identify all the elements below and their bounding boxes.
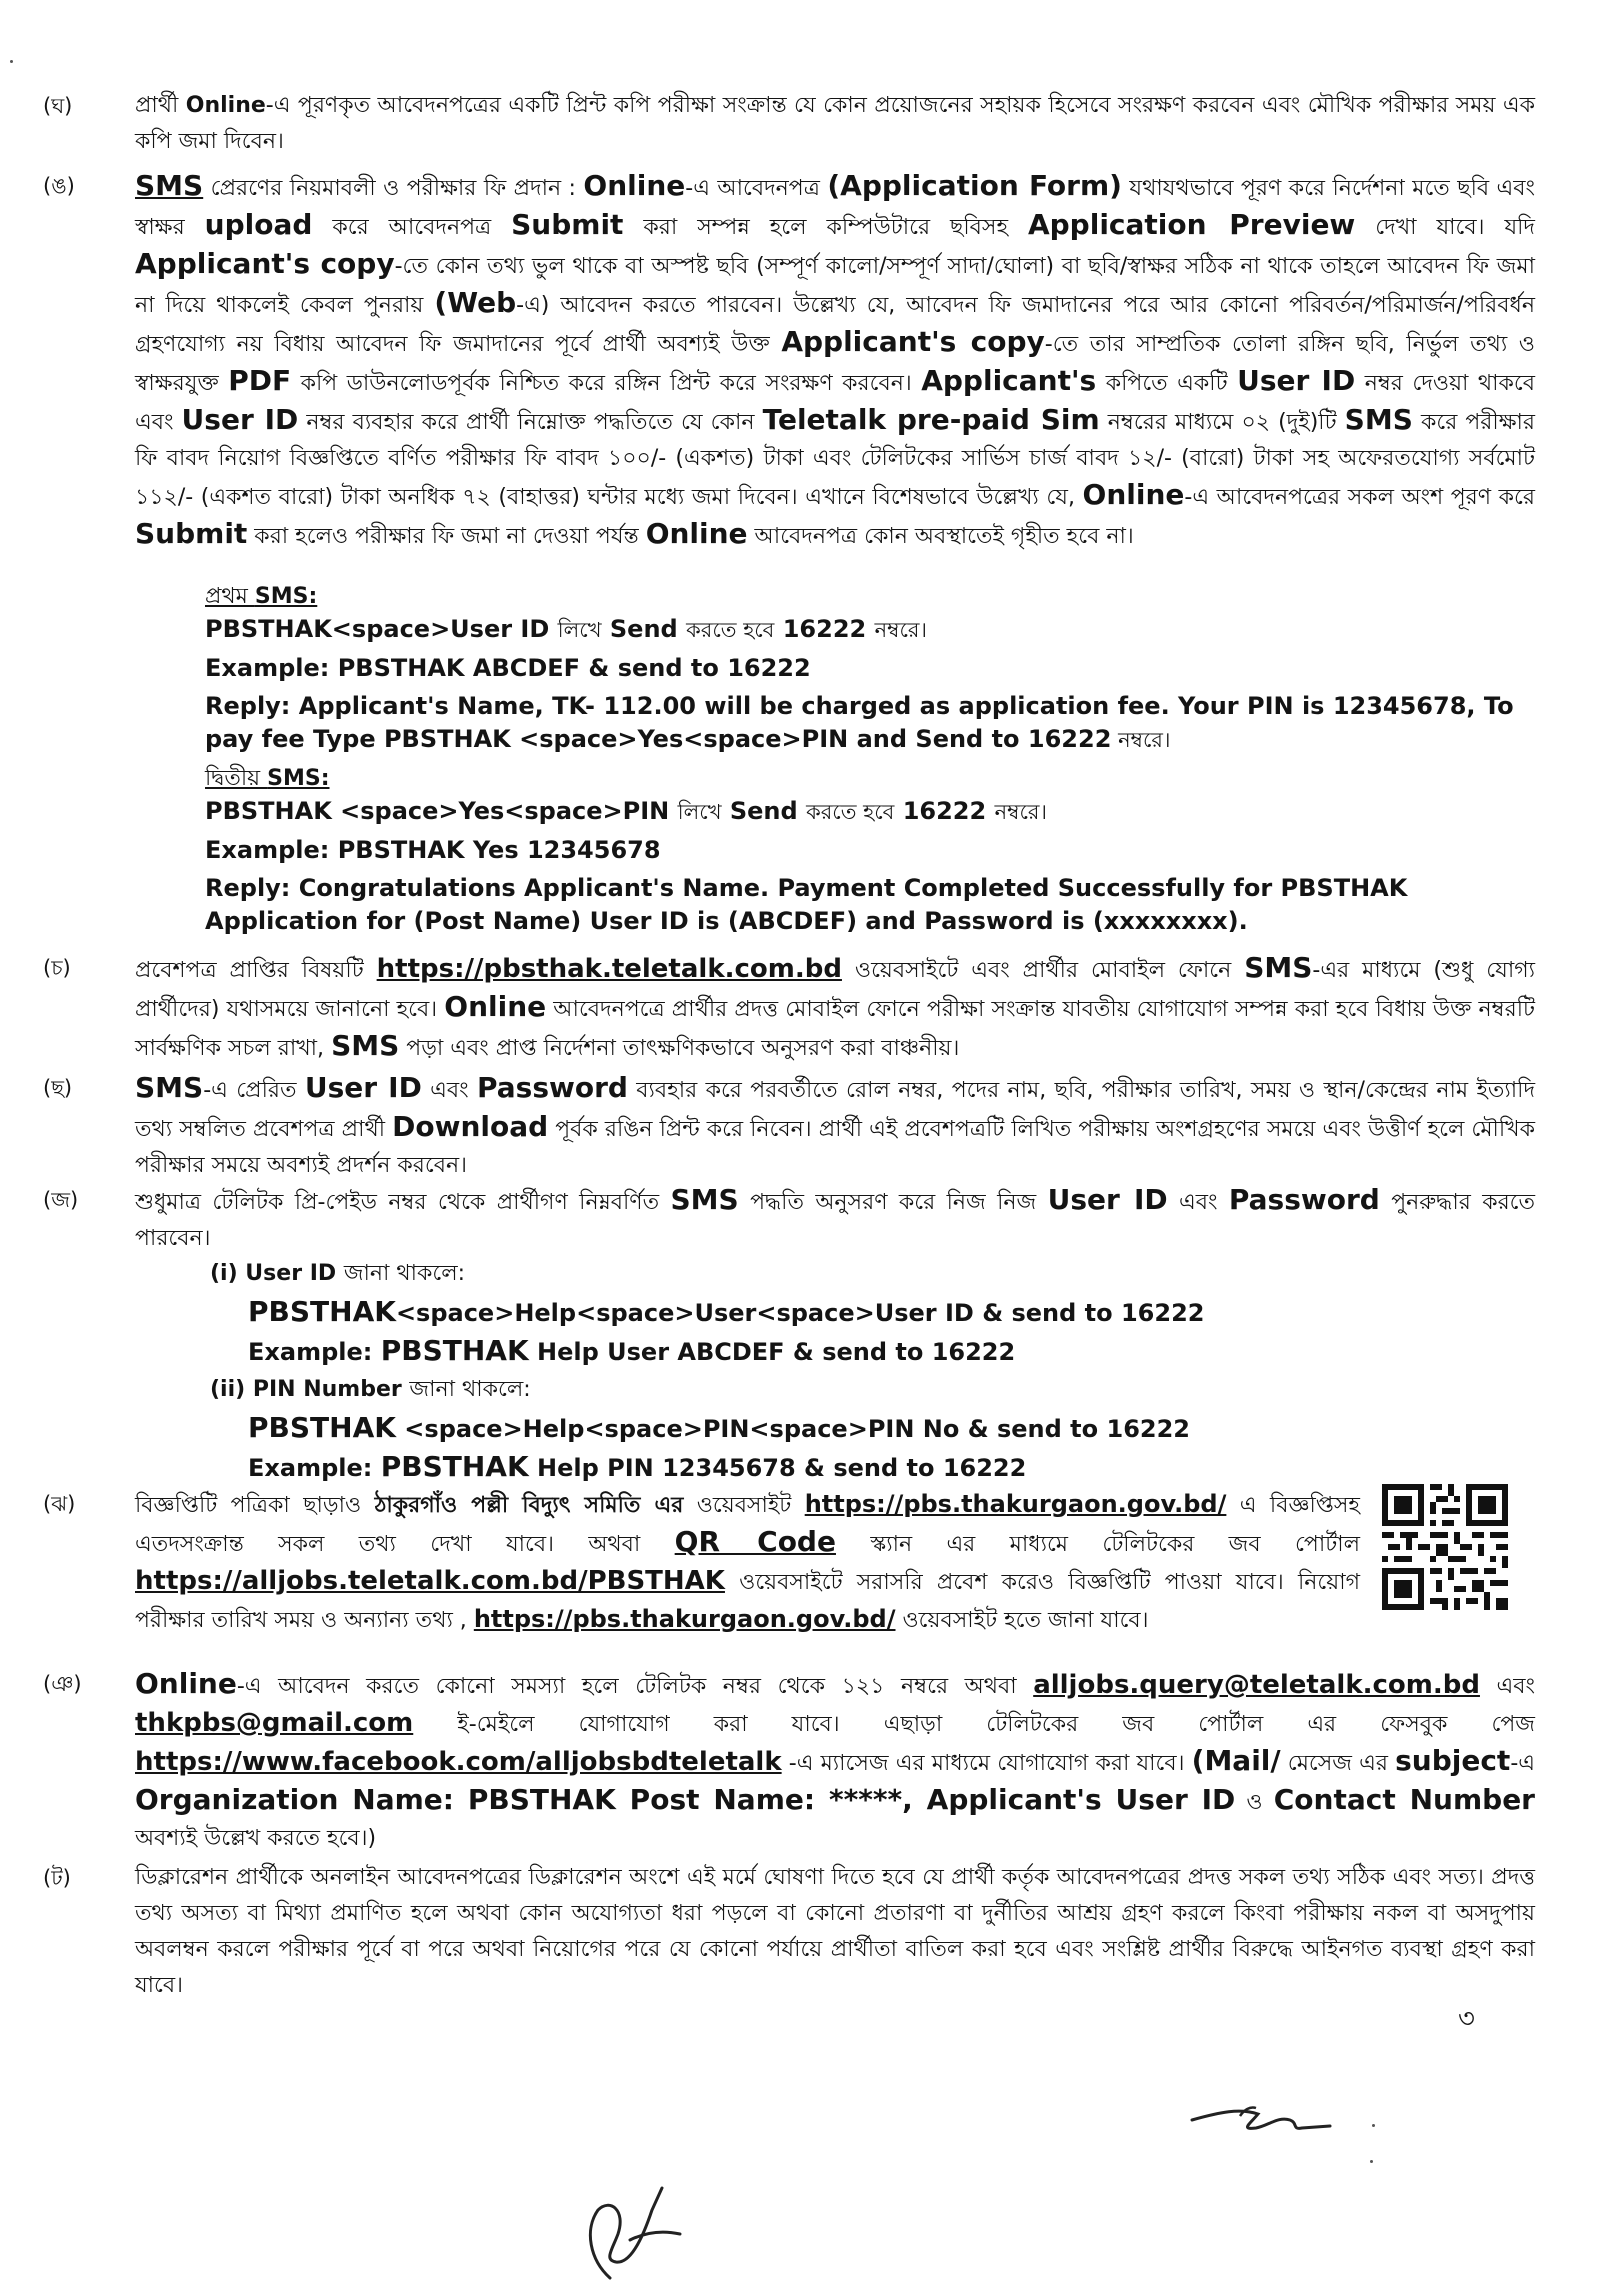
sms-instructions <box>205 580 1535 943</box>
signature-2 <box>570 2180 690 2285</box>
para-gha <box>43 88 1535 160</box>
para-text: প্রার্থী Online-এ পূরণকৃত আবেদনপত্রের একটি প্রিন্ট কপি পরীক্ষা সংক্রান্ত যে কোন প্রয়োজনের সহায়ক হিসেবে সংরক্ষণ করবেন এবং মৌখিক পরীক্ষার সময় এক কপি জমা দিবেন। <box>135 93 1535 154</box>
para-text: প্রবেশপত্র প্রাপ্তির বিষয়টি https://pbsthak.teletalk.com.bd ওয়েবসাইটে এবং প্রার্থীর মোবাইল ফোনে SMS-এর মাধ্যমে (শুধু যোগ্য প্রার্থীদের) যথাসময়ে জানানো হবে। Online আবেদনপত্রে প্রার্থীর প্রদত্ত মোবাইল ফোনে পরীক্ষা সংক্রান্ত যাবতীয় যোগাযোগ সম্পন্ন করা হবে বিধায় উক্ত নম্বরটি সার্বক্ষণিক সচল রাখা, SMS পড়া এবং প্রাপ্ত নির্দেশনা তাৎক্ষণিকভাবে অনুসরণ করা বাঞ্চনীয়। <box>135 951 1536 1062</box>
facebook-link[interactable]: https://www.facebook.com/alljobsbdteletalk <box>135 1747 782 1777</box>
recovery-pin-command: PBSTHAK <space>Help<space>PIN<space>PIN No & send to 16222 <box>248 1411 1190 1444</box>
website-link[interactable]: https://pbs.thakurgaon.gov.bd/ <box>804 1490 1227 1518</box>
para-marker: (চ) <box>43 956 71 980</box>
para-text: Online-এ আবেদন করতে কোনো সমস্যা হলে টেলিটক নম্বর থেকে ১২১ নম্বরে অথবা alljobs.query@teletalk.com.bd এবং thkpbs@gmail.com ই-মেইলে যোগাযোগ করা যাবে। এছাড়া টেলিটকের জব পোর্টাল এর ফেসবুক পেজ https://www.facebook.com/alljobsbdteletalk -এ ম্যাসেজ এর মাধ্যমে যোগাযোগ করা যাবে। (Mail/ মেসেজ এর subject-এ Organization Name: PBSTHAK Post Name: *****, Applicant's User ID ও Contact Number অবশ্যই উল্লেখ করতে হবে।) <box>135 1667 1535 1851</box>
signature-1 <box>1180 2090 1340 2150</box>
para-marker: (ট) <box>43 1866 71 1890</box>
para-marker: (ঞ) <box>43 1672 82 1696</box>
website-link-2[interactable]: https://pbs.thakurgaon.gov.bd/ <box>473 1605 896 1633</box>
pbs-email-link[interactable]: thkpbs@gmail.com <box>135 1708 414 1738</box>
second-sms-heading: দ্বিতীয় SMS: <box>205 766 330 791</box>
para-text: শুধুমাত্র টেলিটক প্রি-পেইড নম্বর থেকে প্রার্থীগণ নিম্নবর্ণিত SMS পদ্ধতি অনুসরণ করে নিজ নিজ User ID এবং Password পুনরুদ্ধার করতে পারবেন। <box>135 1183 1536 1251</box>
recovery-instructions <box>210 1255 1410 1487</box>
para-marker: (জ) <box>43 1188 79 1212</box>
para-marker: (ছ) <box>43 1076 73 1100</box>
first-sms-example: Example: PBSTHAK ABCDEF & send to 16222 <box>205 654 811 682</box>
second-sms-reply: Reply: Congratulations Applicant's Name. Payment Completed Successfully for PBSTHAK Application for (Post Name) User ID is (ABCDEF) and Password is (xxxxxxxx). <box>205 874 1408 935</box>
para-marker: (ঙ) <box>43 174 75 198</box>
recovery-pin-label: (ii) PIN Number জানা থাকলে: <box>210 1377 531 1402</box>
query-email-link[interactable]: alljobs.query@teletalk.com.bd <box>1033 1670 1480 1700</box>
recovery-userid-example: Example: PBSTHAK Help User ABCDEF & send to 16222 <box>248 1334 1016 1367</box>
recovery-userid-label: (i) User ID জানা থাকলে: <box>210 1261 466 1286</box>
recovery-userid-command: PBSTHAK<space>Help<space>User<space>User ID & send to 16222 <box>248 1295 1205 1328</box>
job-portal-link[interactable]: https://alljobs.teletalk.com.bd/PBSTHAK <box>135 1566 725 1596</box>
para-jha <box>43 1486 1360 1639</box>
para-uo <box>43 168 1536 555</box>
second-sms-command: PBSTHAK <space>Yes<space>PIN লিখে Send করতে হবে 16222 নম্বরে। <box>205 797 1047 825</box>
para-nya <box>43 1666 1535 1857</box>
para-marker: (ঘ) <box>43 94 73 118</box>
scan-speck <box>10 60 13 63</box>
para-cha <box>43 950 1536 1067</box>
admit-card-link[interactable]: https://pbsthak.teletalk.com.bd <box>376 954 842 984</box>
para-ja <box>43 1182 1536 1257</box>
para-text: SMS-এ প্রেরিত User ID এবং Password ব্যবহার করে পরবর্তীতে রোল নম্বর, পদের নাম, ছবি, পরীক্ষার তারিখ, সময় ও স্থান/কেন্দ্রের নাম ইত্যাদি তথ্য সম্বলিত প্রবেশপত্র প্রার্থী Download পূর্বক রঙিন প্রিন্ট করে নিবেন। প্রার্থী এই প্রবেশপত্রটি লিখিত পরীক্ষায় অংশগ্রহণের সময়ে এবং উত্তীর্ণ হলে মৌখিক পরীক্ষার সময়ে অবশ্যই প্রদর্শন করবেন। <box>135 1071 1536 1178</box>
para-marker: (ঝ) <box>43 1492 76 1516</box>
para-ta <box>43 1860 1535 2004</box>
first-sms-heading: প্রথম SMS: <box>205 584 318 609</box>
para-text: SMS প্রেরণের নিয়মাবলী ও পরীক্ষার ফি প্রদান : Online-এ আবেদনপত্র (Application Form) যথাযথভাবে পূরণ করে নির্দেশনা মতে ছবি এবং স্বাক্ষর upload করে আবেদনপত্র Submit করা সম্পন্ন হলে কম্পিউটারে ছবিসহ Application Preview দেখা যাবে। যদি Applicant's copy-তে কোন তথ্য ভুল থাকে বা অস্পষ্ট ছবি (সম্পূর্ণ কালো/সম্পূর্ণ সাদা/ঘোলা) বা ছবি/স্বাক্ষর সঠিক না থাকে তাহলে আবেদন ফি জমা না দিয়ে থাকলেই কেবল পুনরায় (Web-এ) আবেদন করতে পারবেন। উল্লেখ্য যে, আবেদন ফি জমাদানের পরে আর কোনো পরিবর্তন/পরিমার্জন/পরিবর্ধন গ্রহণযোগ্য নয় বিধায় আবেদন ফি জমাদানের পূর্বে প্রার্থী অবশ্যই উক্ত Applicant's copy-তে তার সাম্প্রতিক তোলা রঙ্গিন ছবি, নির্ভুল তথ্য ও স্বাক্ষরযুক্ত PDF কপি ডাউনলোডপূর্বক নিশ্চিত করে রঙ্গিন প্রিন্ট করে সংরক্ষণ করবেন। Applicant's কপিতে একটি User ID নম্বর দেওয়া থাকবে এবং User ID নম্বর ব্যবহার করে প্রার্থী নিম্নোক্ত পদ্ধতিতে যে কোন Teletalk pre-paid Sim নম্বরের মাধ্যমে ০২ (দুই)টি SMS করে পরীক্ষার ফি বাবদ নিয়োগ বিজ্ঞপ্তিতে বর্ণিত পরীক্ষার ফি বাবদ ১০০/- (একশত) টাকা এবং টেলিটকের সার্ভিস চার্জ বাবদ ১২/- (বারো) টাকা সহ অফেরতযোগ্য সর্বমোট ১১২/- (একশত বারো) টাকা অনধিক ৭২ (বাহাত্তর) ঘন্টার মধ্যে জমা দিবেন। এখানে বিশেষভাবে উল্লেখ্য যে, Online-এ আবেদনপত্রের সকল অংশ পূরণ করে Submit করা হলেও পরীক্ষার ফি জমা না দেওয়া পর্যন্ত Online আবেদনপত্র কোন অবস্থাতেই গৃহীত হবে না। <box>135 169 1536 550</box>
first-sms-command: PBSTHAK<space>User ID লিখে Send করতে হবে 16222 নম্বরে। <box>205 615 927 643</box>
page-number: ৩ <box>1458 2004 1475 2034</box>
recovery-pin-example: Example: PBSTHAK Help PIN 12345678 & send to 16222 <box>248 1450 1027 1483</box>
qr-code-icon <box>1382 1484 1508 1610</box>
scan-speck <box>1372 2124 1375 2127</box>
second-sms-example: Example: PBSTHAK Yes 12345678 <box>205 836 661 864</box>
scan-speck <box>1370 2160 1373 2163</box>
para-text: বিজ্ঞপ্তিটি পত্রিকা ছাড়াও ঠাকুরগাঁও পল্লী বিদ্যুৎ সমিতি এর ওয়েবসাইট https://pbs.thakurgaon.gov.bd/ এ বিজ্ঞপ্তিসহ এতদসংক্রান্ত সকল তথ্য দেখা যাবে। অথবা QR Code স্ক্যান এর মাধ্যমে টেলিটকের জব পোর্টাল https://alljobs.teletalk.com.bd/PBSTHAK ওয়েবসাইটে সরাসরি প্রবেশ করেও বিজ্ঞপ্তিটি পাওয়া যাবে। নিয়োগ পরীক্ষার তারিখ সময় ও অন্যান্য তথ্য , https://pbs.thakurgaon.gov.bd/ ওয়েবসাইট হতে জানা যাবে। <box>135 1490 1360 1633</box>
para-text: ডিক্লারেশন প্রার্থীকে অনলাইন আবেদনপত্রের ডিক্লারেশন অংশে এই মর্মে ঘোষণা দিতে হবে যে প্রার্থী কর্তৃক আবেদনপত্রের প্রদত্ত সকল তথ্য সঠিক এবং সত্য। প্রদত্ত তথ্য অসত্য বা মিথ্যা প্রমাণিত হলে অথবা কোন অযোগ্যতা ধরা পড়লে বা কোনো প্রতারণা বা দুর্নীতির আশ্রয় গ্রহণ করলে কিংবা পরীক্ষায় নকল বা অসদুপায় অবলম্বন করলে পরীক্ষার পূর্বে বা পরে অথবা নিয়োগের পরে যে কোনো পর্যায়ে প্রার্থীতা বাতিল করা হবে এবং সংশ্লিষ্ট প্রার্থীর বিরুদ্ধে আইনগত ব্যবস্থা গ্রহণ করা যাবে। <box>135 1865 1535 1998</box>
first-sms-reply: Reply: Applicant's Name, TK- 112.00 will be charged as application fee. Your PIN is 12345678, To pay fee Type PBSTHAK <space>Yes<space>PIN and Send to 16222 নম্বরে। <box>205 692 1514 753</box>
para-chha <box>43 1070 1536 1184</box>
